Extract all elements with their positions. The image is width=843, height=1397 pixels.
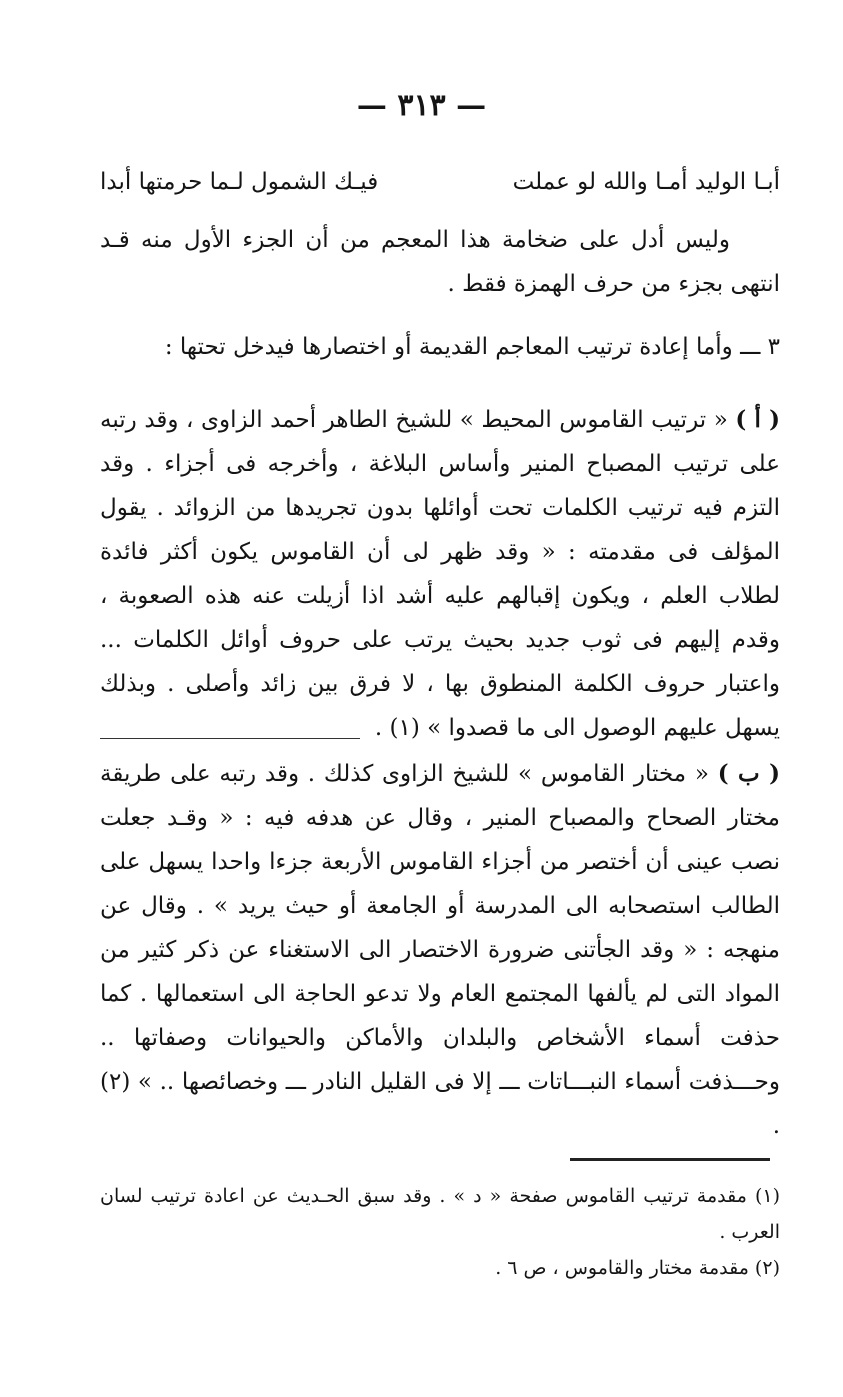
intro-paragraph <box>100 218 780 306</box>
footnote-2: (٢) مقدمة مختار والقاموس ، ص ٦ . <box>495 1257 780 1279</box>
intro-line-2: انتهى بجزء من حرف الهمزة فقط . <box>447 271 780 297</box>
item-b-text: « مختار القاموس » للشيخ الزاوى كذلك . وقد رتبه على طريقة مختار الصحاح والمصباح المنير ، وقال عن هدفه فيه : « وقـد جعلت نصب عينى أن أختصر من أجزاء القاموس الأربعة جزءا واحدا يسهل على الطالب استصحابه الى المدرسة أو الجامعة أو حيث يريد » . وقال عن منهجه : « وقد الجأتنى ضرورة الاختصار الى الاستغناء عن ذكر كثير من المواد التى لم يألفها المجتمع العام ولا تدعو الحاجة الى استعمالها . كما حذفت أسماء الأشخاص والبلدان والأماكن والحيوانات وصفاتها .. وحـــذفت أسماء النبـــاتات ـــ إلا فى القليل النادر ـــ وخصائصها .. » (٢) . <box>100 761 780 1139</box>
item-b-label: ( ب ) <box>717 760 781 787</box>
section-3-heading <box>100 325 780 369</box>
footnote-1: (١) مقدمة ترتيب القاموس صفحة « د » . وقد سبق الحـديث عن اعادة ترتيب لسان العرب . <box>100 1185 780 1243</box>
footnote-separator <box>570 1158 770 1161</box>
section-divider <box>100 738 360 739</box>
page-number: — ٣١٣ — <box>356 88 487 123</box>
item-a-label: ( أ ) <box>735 406 781 433</box>
footnotes <box>100 1178 780 1286</box>
item-b-paragraph <box>100 752 780 1148</box>
intro-line-1: وليس أدل على ضخامة هذا المعجم من أن الجزء الأول منه قـد <box>100 227 730 253</box>
item-a-paragraph <box>100 398 780 750</box>
item-a-text: « ترتيب القاموس المحيط » للشيخ الطاهر أحمد الزاوى ، وقد رتبه على ترتيب المصباح المنير وأساس البلاغة ، وأخرجه فى أجزاء . وقد التزم فيه ترتيب الكلمات تحت أوائلها بدون تجريدها من الزوائد . يقول المؤلف فى مقدمته : « وقد ظهر لى أن القاموس يكون أكثر فائدة لطلاب العلم ، ويكون إقبالهم عليه أشد اذا أزيلت عنه هذه الصعوبة ، وقدم إليهم فى ثوب جديد بحيث يرتب على حروف أوائل الكلمات ... واعتبار حروف الكلمة المنطوق بها ، لا فرق بين زائد وأصلى . وبذلك يسهل عليهم الوصول الى ما قصدوا » (١) . <box>100 407 780 741</box>
verse-second-hemistich: فيـك الشمول لـما حرمتها أبدا <box>100 169 379 195</box>
poetry-verse <box>100 160 780 204</box>
section-3-text: ٣ ـــ وأما إعادة ترتيب المعاجم القديمة أو اختصارها فيدخل تحتها : <box>164 334 780 360</box>
verse-first-hemistich: أبـا الوليد أمـا والله لو عملت <box>512 169 780 195</box>
